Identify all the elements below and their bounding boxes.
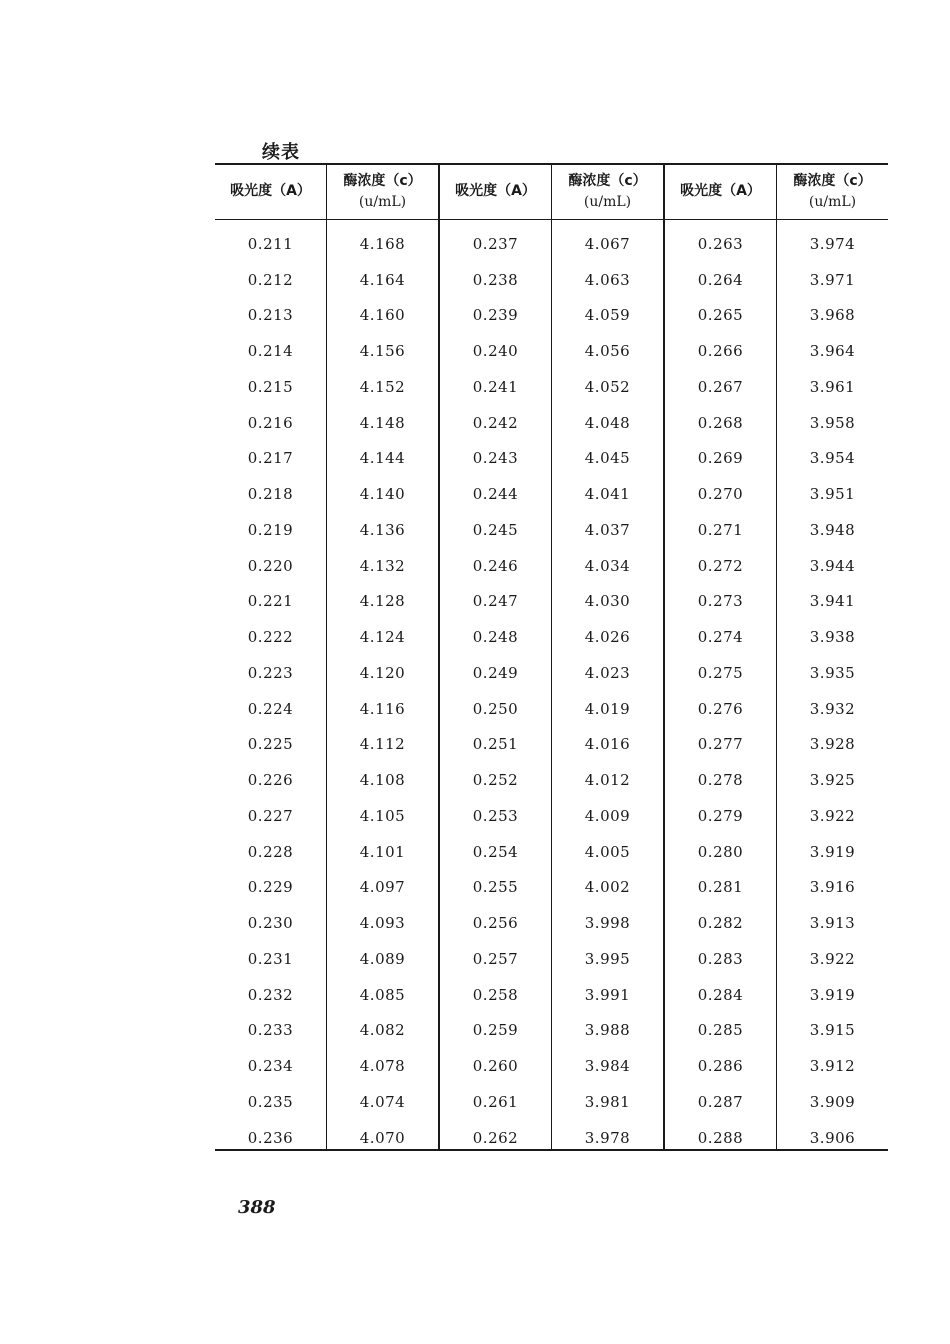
table-row — [215, 941, 438, 977]
absorbance-cell: 0.217 — [247, 449, 294, 468]
table-row — [440, 655, 663, 691]
absorbance-cell: 0.280 — [697, 842, 744, 861]
table-row — [440, 1048, 663, 1084]
table-column-group — [665, 163, 888, 1151]
table-row — [215, 1120, 438, 1156]
table-row — [440, 512, 663, 548]
table-row — [440, 834, 663, 870]
table-row — [215, 441, 438, 477]
table-column-group — [215, 163, 438, 1151]
concentration-cell: 3.964 — [809, 342, 856, 361]
table-row — [215, 369, 438, 405]
concentration-cell: 3.951 — [809, 485, 856, 504]
absorbance-cell: 0.285 — [697, 1021, 744, 1040]
concentration-cell: 4.041 — [584, 485, 631, 504]
concentration-cell: 4.067 — [584, 234, 631, 253]
table-row — [665, 1084, 888, 1120]
header-concentration — [777, 165, 888, 218]
concentration-cell: 4.037 — [584, 520, 631, 539]
table-row — [215, 619, 438, 655]
table-row — [440, 619, 663, 655]
table-row — [215, 691, 438, 727]
table-column-group — [440, 163, 663, 1151]
header-concentration — [327, 165, 438, 218]
absorbance-cell: 0.243 — [472, 449, 519, 468]
concentration-cell: 4.164 — [359, 270, 406, 289]
concentration-cell: 3.915 — [809, 1021, 856, 1040]
table-row — [665, 691, 888, 727]
table-row — [665, 798, 888, 834]
concentration-cell: 4.019 — [584, 699, 631, 718]
page-number: 388 — [238, 1197, 276, 1218]
header-absorbance-label: 吸光度（A） — [455, 183, 536, 199]
table-row — [215, 762, 438, 798]
absorbance-cell: 0.218 — [247, 485, 294, 504]
table-row — [215, 1084, 438, 1120]
absorbance-cell: 0.254 — [472, 842, 519, 861]
header-absorbance — [215, 165, 326, 218]
table-row — [665, 476, 888, 512]
concentration-cell: 3.938 — [809, 628, 856, 647]
concentration-cell: 3.922 — [809, 949, 856, 968]
concentration-cell: 4.136 — [359, 520, 406, 539]
absorbance-cell: 0.244 — [472, 485, 519, 504]
concentration-cell: 4.070 — [359, 1128, 406, 1147]
concentration-cell: 4.034 — [584, 556, 631, 575]
absorbance-cell: 0.283 — [697, 949, 744, 968]
absorbance-cell: 0.277 — [697, 735, 744, 754]
concentration-cell: 4.132 — [359, 556, 406, 575]
concentration-cell: 4.030 — [584, 592, 631, 611]
absorbance-cell: 0.214 — [247, 342, 294, 361]
absorbance-cell: 0.279 — [697, 806, 744, 825]
header-concentration-label: 酶浓度（c） — [568, 172, 647, 189]
concentration-cell: 4.160 — [359, 306, 406, 325]
absorbance-cell: 0.263 — [697, 234, 744, 253]
concentration-cell: 4.052 — [584, 377, 631, 396]
table-row — [665, 441, 888, 477]
absorbance-cell: 0.270 — [697, 485, 744, 504]
absorbance-cell: 0.267 — [697, 377, 744, 396]
table-row — [665, 369, 888, 405]
absorbance-cell: 0.233 — [247, 1021, 294, 1040]
concentration-cell: 4.140 — [359, 485, 406, 504]
table-row — [215, 548, 438, 584]
header-absorbance-label: 吸光度（A） — [680, 183, 761, 199]
table-row — [440, 870, 663, 906]
absorbance-cell: 0.249 — [472, 663, 519, 682]
table-row — [440, 369, 663, 405]
table-row — [215, 798, 438, 834]
concentration-cell: 4.012 — [584, 771, 631, 790]
absorbance-cell: 0.252 — [472, 771, 519, 790]
absorbance-cell: 0.262 — [472, 1128, 519, 1147]
table-row — [215, 298, 438, 334]
header-absorbance — [440, 165, 551, 218]
table-row — [215, 905, 438, 941]
table-row — [665, 655, 888, 691]
absorbance-cell: 0.272 — [697, 556, 744, 575]
concentration-cell: 3.974 — [809, 234, 856, 253]
table-row — [665, 977, 888, 1013]
concentration-cell: 3.961 — [809, 377, 856, 396]
concentration-cell: 4.016 — [584, 735, 631, 754]
concentration-cell: 4.074 — [359, 1092, 406, 1111]
absorbance-cell: 0.216 — [247, 413, 294, 432]
table-row — [440, 405, 663, 441]
absorbance-cell: 0.225 — [247, 735, 294, 754]
concentration-cell: 3.944 — [809, 556, 856, 575]
concentration-cell: 4.168 — [359, 234, 406, 253]
table-caption: 续表 — [262, 142, 300, 163]
absorbance-cell: 0.275 — [697, 663, 744, 682]
absorbance-cell: 0.211 — [247, 234, 294, 253]
table-row — [440, 798, 663, 834]
absorbance-cell: 0.228 — [247, 842, 294, 861]
absorbance-cell: 0.240 — [472, 342, 519, 361]
absorbance-cell: 0.271 — [697, 520, 744, 539]
header-concentration — [552, 165, 663, 218]
table-row — [665, 333, 888, 369]
table-row — [665, 298, 888, 334]
table-body — [215, 226, 438, 1156]
table-row — [440, 977, 663, 1013]
concentration-cell: 4.128 — [359, 592, 406, 611]
absorbance-cell: 0.257 — [472, 949, 519, 968]
absorbance-cell: 0.221 — [247, 592, 294, 611]
table-row — [665, 512, 888, 548]
absorbance-cell: 0.259 — [472, 1021, 519, 1040]
table-row — [665, 584, 888, 620]
absorbance-cell: 0.278 — [697, 771, 744, 790]
absorbance-cell: 0.234 — [247, 1057, 294, 1076]
table-row — [665, 905, 888, 941]
concentration-cell: 3.978 — [584, 1128, 631, 1147]
table-row — [440, 298, 663, 334]
table-row — [215, 727, 438, 763]
table-row — [215, 834, 438, 870]
table-row — [215, 226, 438, 262]
absorbance-cell: 0.260 — [472, 1057, 519, 1076]
table-row — [215, 512, 438, 548]
table-row — [440, 1084, 663, 1120]
concentration-cell: 4.152 — [359, 377, 406, 396]
table-row — [665, 1120, 888, 1156]
concentration-cell: 4.026 — [584, 628, 631, 647]
concentration-cell: 4.089 — [359, 949, 406, 968]
absorbance-cell: 0.261 — [472, 1092, 519, 1111]
table-row — [440, 1013, 663, 1049]
absorbance-cell: 0.265 — [697, 306, 744, 325]
concentration-cell: 4.156 — [359, 342, 406, 361]
table-row — [215, 476, 438, 512]
absorbance-cell: 0.276 — [697, 699, 744, 718]
table-row — [665, 1048, 888, 1084]
concentration-cell: 3.909 — [809, 1092, 856, 1111]
table-row — [440, 584, 663, 620]
absorbance-cell: 0.230 — [247, 914, 294, 933]
concentration-cell: 3.922 — [809, 806, 856, 825]
concentration-cell: 4.148 — [359, 413, 406, 432]
concentration-cell: 4.063 — [584, 270, 631, 289]
header-concentration-unit: (u/mL) — [358, 193, 407, 210]
absorbance-cell: 0.248 — [472, 628, 519, 647]
concentration-cell: 4.101 — [359, 842, 406, 861]
concentration-cell: 3.948 — [809, 520, 856, 539]
data-table — [215, 163, 889, 1151]
table-row — [440, 262, 663, 298]
table-row — [215, 870, 438, 906]
table-body — [665, 226, 888, 1156]
concentration-cell: 4.056 — [584, 342, 631, 361]
concentration-cell: 3.941 — [809, 592, 856, 611]
header-absorbance — [665, 165, 776, 218]
absorbance-cell: 0.253 — [472, 806, 519, 825]
table-row — [440, 762, 663, 798]
concentration-cell: 4.124 — [359, 628, 406, 647]
absorbance-cell: 0.231 — [247, 949, 294, 968]
concentration-cell: 3.916 — [809, 878, 856, 897]
table-row — [665, 762, 888, 798]
concentration-cell: 3.935 — [809, 663, 856, 682]
absorbance-cell: 0.226 — [247, 771, 294, 790]
absorbance-cell: 0.235 — [247, 1092, 294, 1111]
absorbance-cell: 0.246 — [472, 556, 519, 575]
absorbance-cell: 0.222 — [247, 628, 294, 647]
absorbance-cell: 0.251 — [472, 735, 519, 754]
table-row — [440, 333, 663, 369]
concentration-cell: 4.085 — [359, 985, 406, 1004]
table-row — [440, 226, 663, 262]
table-row — [440, 1120, 663, 1156]
concentration-cell: 4.144 — [359, 449, 406, 468]
absorbance-cell: 0.232 — [247, 985, 294, 1004]
absorbance-cell: 0.229 — [247, 878, 294, 897]
concentration-cell: 4.112 — [359, 735, 406, 754]
absorbance-cell: 0.237 — [472, 234, 519, 253]
concentration-cell: 4.093 — [359, 914, 406, 933]
absorbance-cell: 0.281 — [697, 878, 744, 897]
concentration-cell: 3.954 — [809, 449, 856, 468]
concentration-cell: 4.045 — [584, 449, 631, 468]
absorbance-cell: 0.269 — [697, 449, 744, 468]
absorbance-cell: 0.273 — [697, 592, 744, 611]
table-row — [665, 262, 888, 298]
table-row — [215, 1048, 438, 1084]
concentration-cell: 3.995 — [584, 949, 631, 968]
concentration-cell: 3.968 — [809, 306, 856, 325]
absorbance-cell: 0.227 — [247, 806, 294, 825]
table-row — [440, 476, 663, 512]
table-row — [215, 405, 438, 441]
concentration-cell: 4.105 — [359, 806, 406, 825]
concentration-cell: 3.919 — [809, 985, 856, 1004]
concentration-cell: 3.958 — [809, 413, 856, 432]
concentration-cell: 4.120 — [359, 663, 406, 682]
concentration-cell: 4.097 — [359, 878, 406, 897]
absorbance-cell: 0.245 — [472, 520, 519, 539]
absorbance-cell: 0.266 — [697, 342, 744, 361]
concentration-cell: 3.928 — [809, 735, 856, 754]
concentration-cell: 4.116 — [359, 699, 406, 718]
table-row — [440, 941, 663, 977]
table-row — [440, 691, 663, 727]
absorbance-cell: 0.223 — [247, 663, 294, 682]
absorbance-cell: 0.236 — [247, 1128, 294, 1147]
table-row — [440, 441, 663, 477]
concentration-cell: 3.913 — [809, 914, 856, 933]
absorbance-cell: 0.268 — [697, 413, 744, 432]
table-row — [665, 870, 888, 906]
header-concentration-label: 酶浓度（c） — [343, 172, 422, 189]
absorbance-cell: 0.282 — [697, 914, 744, 933]
table-row — [215, 262, 438, 298]
table-row — [215, 1013, 438, 1049]
table-row — [665, 619, 888, 655]
concentration-cell: 4.005 — [584, 842, 631, 861]
absorbance-cell: 0.258 — [472, 985, 519, 1004]
concentration-cell: 4.082 — [359, 1021, 406, 1040]
concentration-cell: 4.108 — [359, 771, 406, 790]
header-concentration-unit: (u/mL) — [583, 193, 632, 210]
table-row — [665, 226, 888, 262]
absorbance-cell: 0.219 — [247, 520, 294, 539]
absorbance-cell: 0.215 — [247, 377, 294, 396]
concentration-cell: 3.912 — [809, 1057, 856, 1076]
table-row — [665, 727, 888, 763]
absorbance-cell: 0.239 — [472, 306, 519, 325]
concentration-cell: 3.932 — [809, 699, 856, 718]
absorbance-cell: 0.242 — [472, 413, 519, 432]
concentration-cell: 3.971 — [809, 270, 856, 289]
table-row — [665, 941, 888, 977]
concentration-cell: 4.009 — [584, 806, 631, 825]
table-row — [665, 548, 888, 584]
absorbance-cell: 0.212 — [247, 270, 294, 289]
table-row — [665, 405, 888, 441]
table-row — [215, 333, 438, 369]
concentration-cell: 4.023 — [584, 663, 631, 682]
absorbance-cell: 0.250 — [472, 699, 519, 718]
concentration-cell: 3.981 — [584, 1092, 631, 1111]
table-row — [440, 727, 663, 763]
concentration-cell: 3.906 — [809, 1128, 856, 1147]
concentration-cell: 4.002 — [584, 878, 631, 897]
table-row — [665, 1013, 888, 1049]
concentration-cell: 3.988 — [584, 1021, 631, 1040]
absorbance-cell: 0.255 — [472, 878, 519, 897]
absorbance-cell: 0.220 — [247, 556, 294, 575]
table-row — [215, 584, 438, 620]
concentration-cell: 3.998 — [584, 914, 631, 933]
absorbance-cell: 0.256 — [472, 914, 519, 933]
absorbance-cell: 0.284 — [697, 985, 744, 1004]
absorbance-cell: 0.247 — [472, 592, 519, 611]
table-row — [215, 977, 438, 1013]
concentration-cell: 3.925 — [809, 771, 856, 790]
header-concentration-unit: (u/mL) — [808, 193, 857, 210]
concentration-cell: 3.919 — [809, 842, 856, 861]
table-body — [440, 226, 663, 1156]
concentration-cell: 4.078 — [359, 1057, 406, 1076]
table-row — [440, 548, 663, 584]
table-row — [665, 834, 888, 870]
absorbance-cell: 0.224 — [247, 699, 294, 718]
absorbance-cell: 0.238 — [472, 270, 519, 289]
header-absorbance-label: 吸光度（A） — [230, 183, 311, 199]
absorbance-cell: 0.287 — [697, 1092, 744, 1111]
header-concentration-label: 酶浓度（c） — [793, 172, 872, 189]
absorbance-cell: 0.286 — [697, 1057, 744, 1076]
concentration-cell: 4.048 — [584, 413, 631, 432]
absorbance-cell: 0.241 — [472, 377, 519, 396]
concentration-cell: 3.984 — [584, 1057, 631, 1076]
absorbance-cell: 0.288 — [697, 1128, 744, 1147]
concentration-cell: 3.991 — [584, 985, 631, 1004]
absorbance-cell: 0.274 — [697, 628, 744, 647]
absorbance-cell: 0.213 — [247, 306, 294, 325]
concentration-cell: 4.059 — [584, 306, 631, 325]
table-row — [440, 905, 663, 941]
absorbance-cell: 0.264 — [697, 270, 744, 289]
table-row — [215, 655, 438, 691]
